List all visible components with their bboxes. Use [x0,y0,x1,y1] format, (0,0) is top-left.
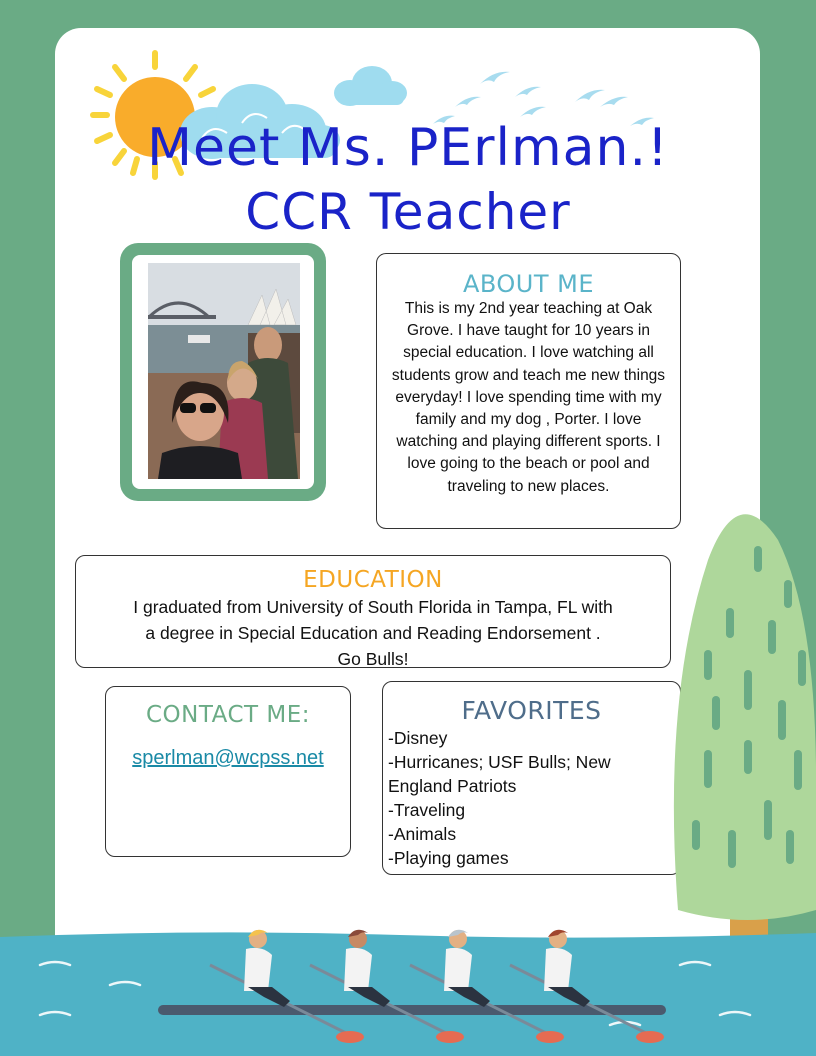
favorites-heading: FAVORITES [461,696,602,725]
list-item: -Playing games [388,848,509,868]
list-item: -Animals [388,824,457,844]
page-title: Meet Ms. PErlman.! [147,118,669,178]
about-me-text: This is my 2nd year teaching at Oak Grove. I have taught for 10 years in special education. I love watching all students grow and teach me new things everyday! I love spending time with my family and my dog , Porter. I love watching and playing different sports. I love going to the beach or pool and traveling to new places. [391,300,666,495]
photo-frame [120,243,326,501]
family-photo [148,263,300,479]
email-link[interactable]: sperlman@wcpss.net [132,747,324,769]
education-box [75,555,671,668]
favorites-list [383,726,680,870]
rowing-team-illustration [0,925,816,1056]
page-subtitle: CCR Teacher [245,183,571,241]
list-item: -Disney [388,728,448,748]
list-item: -Hurricanes; USF Bulls; New [388,752,611,772]
education-line: I graduated from University of South Florida in Tampa, FL with [133,597,613,617]
contact-box [105,686,351,857]
small-cloud-illustration [330,65,410,110]
about-me-heading: ABOUT ME [462,270,595,298]
favorites-box [382,681,681,875]
education-heading: EDUCATION [303,567,443,593]
contact-heading: CONTACT ME: [145,702,310,728]
education-line: Go Bulls! [337,649,409,669]
about-me-box [376,253,681,529]
education-line: a degree in Special Education and Reading Endorsement . [145,623,601,643]
list-item: England Patriots [388,776,517,796]
list-item: -Traveling [388,800,466,820]
